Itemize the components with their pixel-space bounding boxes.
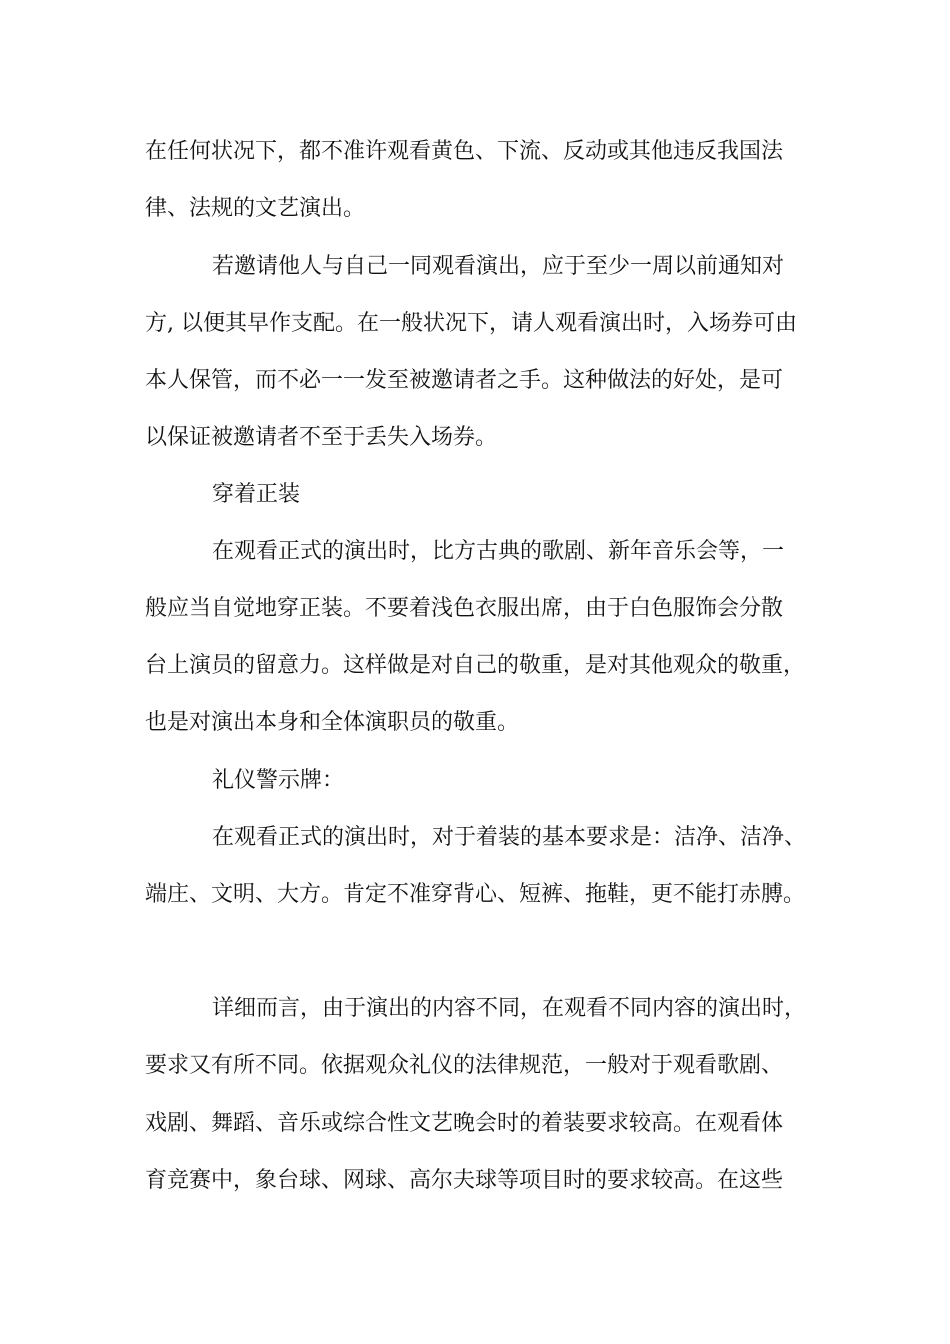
text-line: 端庄、文明、大方。肯定不准穿背心、短裤、拖鞋，更不能打赤膊。 [145,882,806,907]
text-line: 般应当自觉地穿正装。不要着浅色衣服出席，由于白色服饰会分散 [145,596,784,621]
text-line: 详细而言，由于演出的内容不同，在观看不同内容的演出时， [212,996,807,1021]
section-heading: 穿着正装 [212,482,301,507]
text-line: 本人保管，而不必一一发至被邀请者之手。这种做法的好处，是可 [145,368,784,393]
text-line: 在观看正式的演出时，比方古典的歌剧、新年音乐会等，一 [212,539,785,564]
text-line: 若邀请他人与自己一同观看演出，应于至少一周以前通知对 [212,254,785,279]
text-line: 台上演员的留意力。这样做是对自己的敬重，是对其他观众的敬重， [145,653,806,678]
text-line: 戏剧、舞蹈、音乐或综合性文艺晚会时的着装要求较高。在观看体 [145,1111,784,1136]
text-line: 方, 以便其早作支配。在一般状况下，请人观看演出时，入场券可由 [145,311,797,336]
section-heading: 礼仪警示牌： [212,768,345,793]
text-line: 在观看正式的演出时，对于着装的基本要求是：洁净、洁净、 [212,825,807,850]
text-line: 也是对演出本身和全体演职员的敬重。 [145,710,520,735]
text-line: 律、法规的文艺演出。 [145,196,366,221]
text-line: 以保证被邀请者不至于丢失入场券。 [145,425,498,450]
text-line: 要求又有所不同。依据观众礼仪的法律规范，一般对于观看歌剧、 [145,1053,784,1078]
text-line: 育竞赛中，象台球、网球、高尔夫球等项目时的要求较高。在这些 [145,1168,784,1193]
text-line: 在任何状况下，都不准许观看黄色、下流、反动或其他违反我国法 [145,139,784,164]
